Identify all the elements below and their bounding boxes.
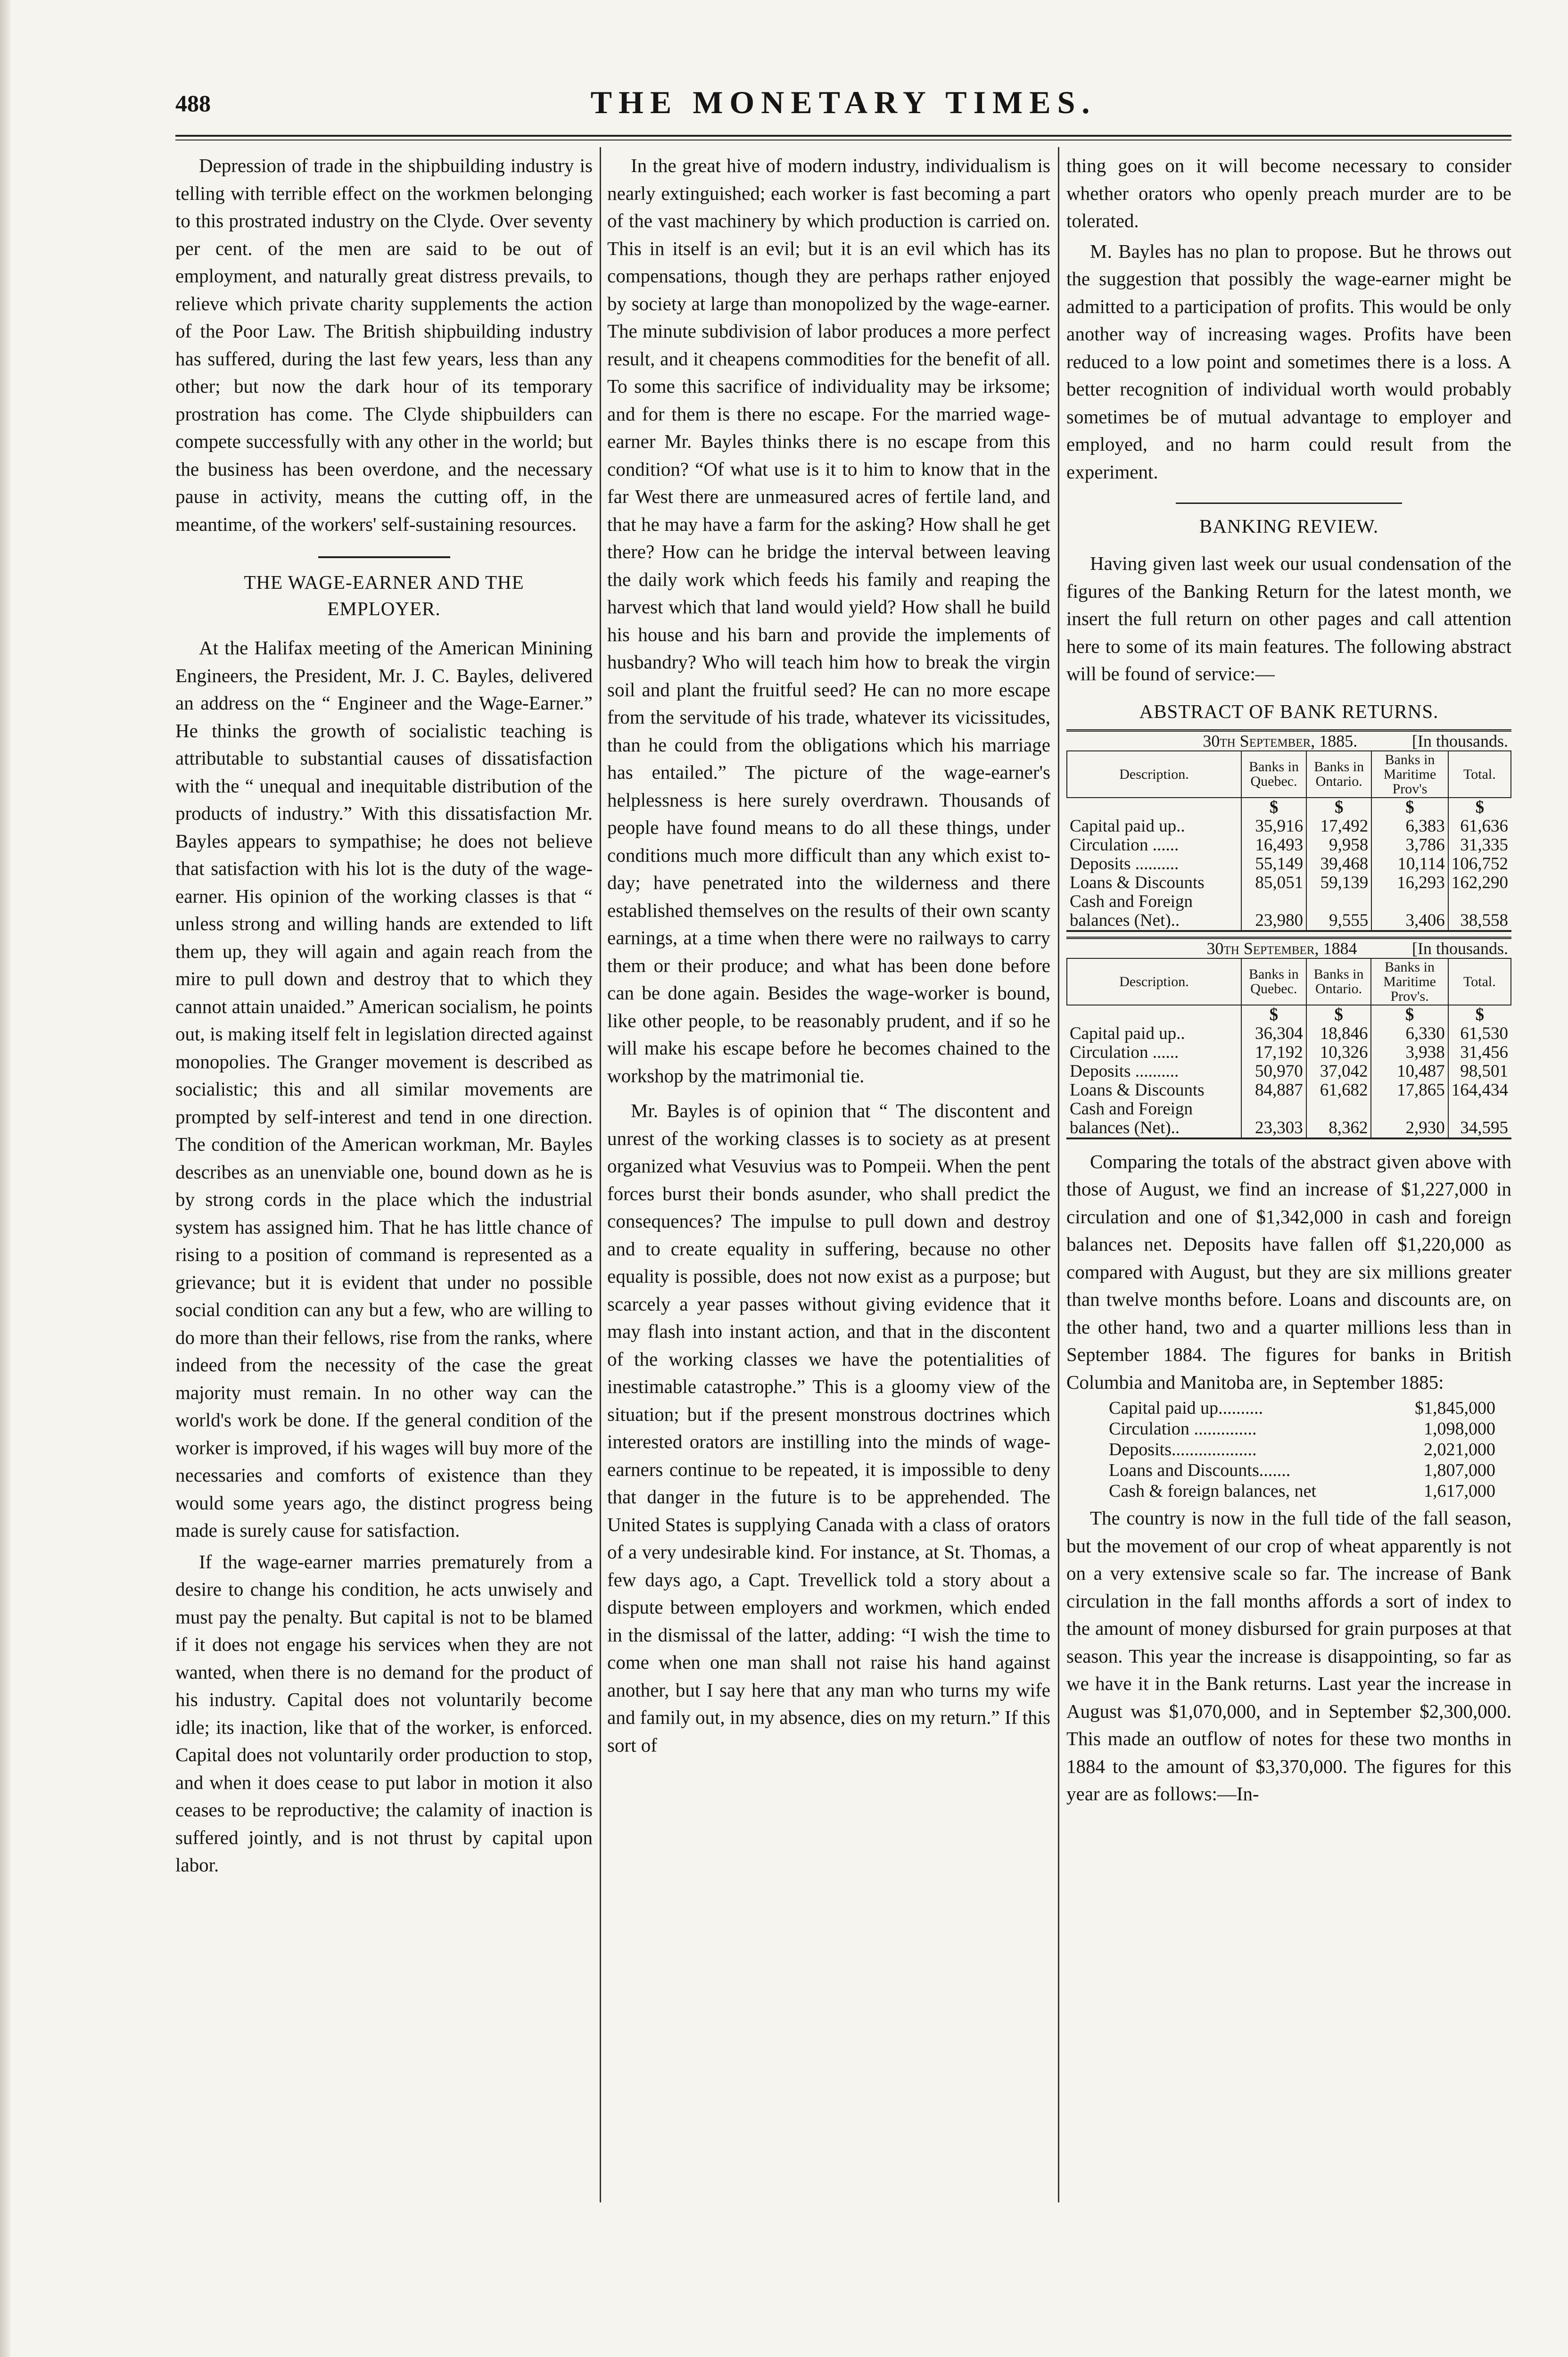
list-item [1109, 1418, 1495, 1439]
list-item [1109, 1460, 1495, 1481]
table-cell: 31,456 [1448, 1043, 1511, 1062]
page-number: 488 [175, 90, 211, 116]
table-row [1067, 911, 1511, 930]
list-item [1109, 1398, 1495, 1418]
table-row [1067, 892, 1511, 911]
row-label: balances (Net).. [1070, 1118, 1180, 1137]
table-cell: 10,326 [1306, 1043, 1371, 1062]
table-cell: 8,362 [1306, 1119, 1371, 1137]
newspaper-title: THE MONETARY TIMES. [590, 84, 1097, 120]
row-label: Capital paid up.. [1070, 816, 1185, 836]
row-label: Cash and Foreign [1070, 1099, 1193, 1119]
page-header [175, 84, 1511, 120]
table-cell: 3,406 [1371, 911, 1448, 930]
section-ornament [175, 550, 593, 564]
row-label: balances (Net).. [1070, 910, 1180, 930]
table-row [1067, 1119, 1511, 1137]
table-cell: 23,303 [1241, 1119, 1306, 1137]
banking-review-fall-season: The country is now in the full tide of the fall season, but the movement of our crop of wheat apparently is not on a very extensive scale so far. The increase of Bank circulation in the fall months affords a sort of index to the amount of money disbursed for grain purposes at that season. This year the increase is disappointing, so far as we have it in the Bank returns. Last year the increase in August was $1,070,000, and in September $2,300,000. This made an outflow of notes for these two months in 1884 to the amount of $3,370,000. The figures for this year are as follows:—In- [1066, 1507, 1511, 1805]
col-header: Banks in Maritime Prov's. [1371, 958, 1448, 1005]
table-cell: 38,558 [1448, 911, 1511, 930]
article-shipbuilding: Depression of trade in the shipbuilding industry is telling with terrible effect on the workmen belonging to this prostrated industry on the Clyde. Over seventy per cent. of the men are said to be out of employment, and naturally great distress prevails, to relieve which private charity supplements the action of the Poor Law. The British shipbuilding industry has suffered, during the last few years, less than any other; but now the dark hour of its temporary prostration has come. The Clyde shipbuilders can compete successfully with any other in the world; but the business has been overdone, and the necessary pause in activity, means the cutting off, in the meantime, of the workers' self-sustaining resources. [175, 155, 593, 535]
row-label: Circulation ...... [1070, 1042, 1179, 1062]
table-row [1067, 1100, 1511, 1119]
table-row [1067, 1024, 1511, 1043]
table-cell: 85,051 [1241, 874, 1306, 892]
table-cell [1306, 1100, 1371, 1119]
table-unit: [In thousands. [1412, 939, 1508, 958]
currency-mark: $ [1306, 798, 1371, 817]
table-date: 30th September, 1884 [1206, 939, 1357, 958]
currency-mark: $ [1371, 798, 1448, 817]
col-header: Banks in Ontario. [1306, 958, 1371, 1005]
row-label: Cash and Foreign [1070, 891, 1193, 911]
list-item [1109, 1439, 1495, 1460]
table-cell: 23,980 [1241, 911, 1306, 930]
table-cell [1241, 892, 1306, 911]
table-cell: 39,468 [1306, 855, 1371, 874]
table-cell: 2,930 [1371, 1119, 1448, 1137]
list-item-value: 1,617,000 [1424, 1481, 1495, 1501]
list-item-value: 1,098,000 [1424, 1419, 1495, 1439]
banking-review-intro: Having given last week our usual condensation of the figures of the Banking Return for the latest month, we insert the full return on other pages and call attention here to some of its main features. The following abstract will be found of service:— [1066, 552, 1511, 684]
row-label: Capital paid up.. [1070, 1023, 1185, 1043]
wage-earner-paragraph-2: If the wage-earner marries prematurely from a desire to change his condition, he acts unwisely and must pay the penalty. But capital is not to be blamed if it does not engage his services when they are not wanted, when there is no demand for the product of his industry. Capital does not voluntarily become idle; its inaction, like that of the worker, is enforced. Capital does not voluntarily order production to stop, and when it does cease to put labor in motion it also ceases to be reproductive; the calamity of inaction is suffered jointly, and is not thrust by capital upon labor. [175, 1550, 593, 1876]
wage-earner-paragraph-5: thing goes on it will become necessary to consider whether orators who openly preach murder are to be tolerated. [1066, 155, 1511, 231]
col-header: Banks in Maritime Prov's [1371, 751, 1448, 798]
table-cell: 6,383 [1371, 817, 1448, 836]
banking-review-comparison: Comparing the totals of the abstract given above with those of August, we find an increase of $1,227,000 in circulation and one of $1,342,000 in cash and foreign balances net. Deposits have fallen off $1,220,000 as compared with August, but they are six millions greater than twelve months before. Loans and discounts are, on the other hand, two and a quarter millions less than in September 1884. The figures for banks in British Columbia and Manitoba are, in September 1885: [1066, 1150, 1511, 1393]
table-cell: 18,846 [1306, 1024, 1371, 1043]
table-cell: 36,304 [1241, 1024, 1306, 1043]
table-cell: 6,330 [1371, 1024, 1448, 1043]
table-row [1067, 836, 1511, 855]
list-item [1109, 1481, 1495, 1501]
list-item-label: Deposits................... [1109, 1440, 1257, 1459]
bank-returns-table-1884 [1066, 937, 1511, 1139]
col-header: Description. [1067, 751, 1241, 798]
list-item-label: Capital paid up.......... [1109, 1398, 1263, 1418]
table-cell: 37,042 [1306, 1062, 1371, 1081]
col-header: Banks in Ontario. [1306, 751, 1371, 798]
table-cell: 16,293 [1371, 874, 1448, 892]
table-cell: 10,114 [1371, 855, 1448, 874]
table-cell: 34,595 [1448, 1119, 1511, 1137]
banking-review-heading: BANKING REVIEW. [1199, 515, 1379, 537]
table-cell: 3,938 [1371, 1043, 1448, 1062]
table-cell: 9,555 [1306, 911, 1371, 930]
wage-earner-paragraph-4: Mr. Bayles is of opinion that “ The discontent and unrest of the working classes is to society as at present organized what Vesuvius was to Pompeii. When the pent forces burst their bonds asunder, who shall predict the consequences? The impulse to pull down and destroy and to create equality in suffering, because no other equality is possible, does not now exist as a purpose; but scarcely a year passes without giving evidence that it may flash into instant action, and that in the discontent of the working classes we have the potentialities of inestimable catastrophe.” This is a gloomy view of the situation; but if the present monstrous doctrines which interested orators are instilling into the minds of wage-earners continue to be repeated, it is impossible to deny that danger in the future is to be apprehended. The United States is supplying Canada with a class of orators of a very undesirable kind. For instance, at St. Thomas, a few days ago, a Capt. Trevellick told a story about a dispute between employers and workmen, which ended in the dismissal of the latter, adding: “I wish the time to come when one man shall not raise his hand against another, but I say here that any man who turns my wife and family out, in my absence, dies on my return.” If this sort of [607, 1100, 1050, 1756]
page-margin-shadow [0, 0, 10, 2357]
col-header: Total. [1448, 958, 1511, 1005]
currency-mark: $ [1241, 1005, 1306, 1024]
col-header: Banks in Quebec. [1241, 958, 1306, 1005]
table-row [1067, 1043, 1511, 1062]
table-cell [1371, 892, 1448, 911]
row-label: Deposits .......... [1070, 854, 1179, 874]
table-cell: 17,865 [1371, 1081, 1448, 1100]
column-1 [175, 152, 593, 1879]
header-rule-top [175, 135, 1511, 137]
column-3 [1066, 152, 1511, 1808]
table-cell: 16,493 [1241, 836, 1306, 855]
table-cell: 84,887 [1241, 1081, 1306, 1100]
table-row [1067, 1081, 1511, 1100]
list-item-value: 1,807,000 [1424, 1460, 1495, 1480]
wage-earner-paragraph-1: At the Halifax meeting of the American Minining Engineers, the President, Mr. J. C. Bayles, delivered an address on the “ Engineer and the Wage-Earner.” He thinks the growth of socialistic teaching is attributable to substantial causes of dissatisfaction with the “ unequal and inequitable distribution of the products of industry.” With this dissatisfaction Mr. Bayles appears to sympathise; he does not believe that satisfaction with his lot is the duty of the wage-earner. His opinion of the working classes is that “ unless strong and willing hands are extended to lift them up, they will again and again reach from the mire to pull down and destroy that to which they cannot attain unaided.” American socialism, he points out, is making itself felt in legislation directed against monopolies. The Granger movement is described as socialistic; this and all similar movements are prompted by self-interest and tend in one direction. The condition of the American workman, Mr. Bayles describes as an unenviable one, bound down as he is by strong cords in the place which the industrial system has assigned him. That he has little chance of rising to a position of command is represented as a grievance; but it is evident that under no possible social condition can any but a few, who are willing to do more than their fellows, rise from the ranks, where indeed from the necessity of the case the great majority must remain. In no other way can the world's work be done. If the general condition of the worker is improved, if his wages will buy more of the necessaries and comforts of existence than they would some years ago, the distinct progress being made is surely cause for satisfaction. [175, 637, 593, 1541]
list-item-value: $1,845,000 [1415, 1398, 1495, 1418]
bank-returns-table-1885 [1066, 729, 1511, 932]
table-1884 [1066, 939, 1511, 1137]
list-item-value: 2,021,000 [1424, 1440, 1495, 1459]
column-divider-1 [600, 147, 601, 2202]
table-unit: [In thousands. [1412, 731, 1508, 750]
currency-mark: $ [1448, 798, 1511, 817]
table-cell [1448, 892, 1511, 911]
table-row [1067, 855, 1511, 874]
table-cell [1241, 1100, 1306, 1119]
table-cell: 162,290 [1448, 874, 1511, 892]
table-date: 30th September, 1885. [1203, 731, 1358, 750]
list-item-label: Cash & foreign balances, net [1109, 1481, 1317, 1501]
table-cell: 31,335 [1448, 836, 1511, 855]
col-header: Banks in Quebec. [1241, 751, 1306, 798]
row-label: Deposits .......... [1070, 1061, 1179, 1081]
table-cell: 35,916 [1241, 817, 1306, 836]
table-cell [1448, 1100, 1511, 1119]
table-row [1067, 874, 1511, 892]
table-cell: 59,139 [1306, 874, 1371, 892]
list-item-label: Circulation .............. [1109, 1419, 1257, 1439]
column-2 [607, 152, 1050, 1759]
article-heading-wage-earner: THE WAGE-EARNER AND THE EMPLOYER. [244, 571, 524, 619]
section-ornament [1066, 496, 1511, 510]
currency-mark: $ [1306, 1005, 1371, 1024]
table-cell: 17,492 [1306, 817, 1371, 836]
table-cell [1306, 892, 1371, 911]
table-cell: 98,501 [1448, 1062, 1511, 1081]
column-divider-2 [1058, 147, 1059, 2202]
table-cell: 3,786 [1371, 836, 1448, 855]
table-row [1067, 817, 1511, 836]
table-cell: 164,434 [1448, 1081, 1511, 1100]
wage-earner-paragraph-3: In the great hive of modern industry, individualism is nearly extinguished; each worker is fast becoming a part of the vast machinery by which production is carried on. This in itself is an evil; but it is an evil which has its compensations, though they are perhaps rather enjoyed by society at large than monopolized by the wage-earner. The minute subdivision of labor produces a more perfect result, and it cheapens commodities for the benefit of all. To some this sacrifice of individuality may be irksome; and for them is there no escape. For the married wage-earner Mr. Bayles thinks there is no escape from this condition? “Of what use is it to him to know that in the far West there are unmeasured acres of fertile land, and that he may have a farm for the asking? How shall he get there? How can he bridge the interval between leaving the daily work which feeds his family and reaping the harvest which that land would yield? How shall he build his house and his barn and provide the implements of husbandry? Who will teach him how to break the virgin soil and plant the fruitful seed? He can no more escape from the servitude of his trade, whatever its vicissitudes, than he could from the obligations which his marriage has entailed.” The picture of the wage-earner's helplessness is here surely overdrawn. Thousands of people have found means to do all these things, under conditions much more difficult than any which exist to-day; have penetrated into the wilderness and there established themselves on the results of their own scanty earnings, at a time when there were no railways to carry them or their produce; and what has been done before can be done again. Besides the wage-worker is bound, like other people, to be reasonably prudent, and if so he will make his escape before he becomes chained to the workshop by the matrimonial tie. [607, 155, 1050, 1087]
currency-mark: $ [1448, 1005, 1511, 1024]
table-cell: 17,192 [1241, 1043, 1306, 1062]
table-cell: 106,752 [1448, 855, 1511, 874]
table-1885 [1066, 732, 1511, 930]
list-item-label: Loans and Discounts....... [1109, 1460, 1291, 1480]
col-header: Description. [1067, 958, 1241, 1005]
table-cell: 61,530 [1448, 1024, 1511, 1043]
wage-earner-paragraph-6: M. Bayles has no plan to propose. But he throws out the suggestion that possibly the wage-earner might be admitted to a participation of profits. This would be only another way of increasing wages. Profits have been reduced to a low point and sometimes there is a loss. A better recognition of individual worth would probably sometimes be of mutual advantage to employer and employed, and no harm could result from the experiment. [1066, 240, 1511, 483]
table-cell: 50,970 [1241, 1062, 1306, 1081]
table-cell: 10,487 [1371, 1062, 1448, 1081]
currency-mark: $ [1371, 1005, 1448, 1024]
row-label: Circulation ...... [1070, 835, 1179, 855]
table-row [1067, 1062, 1511, 1081]
bc-manitoba-figures [1109, 1398, 1495, 1501]
table-cell: 61,636 [1448, 817, 1511, 836]
table-cell: 55,149 [1241, 855, 1306, 874]
row-label: Loans & Discounts [1070, 1080, 1205, 1100]
abstract-title: ABSTRACT OF BANK RETURNS. [1139, 700, 1439, 722]
row-label: Loans & Discounts [1070, 873, 1205, 892]
table-cell [1371, 1100, 1448, 1119]
currency-mark: $ [1241, 798, 1306, 817]
table-cell: 61,682 [1306, 1081, 1371, 1100]
col-header: Total. [1448, 751, 1511, 798]
table-cell: 9,958 [1306, 836, 1371, 855]
